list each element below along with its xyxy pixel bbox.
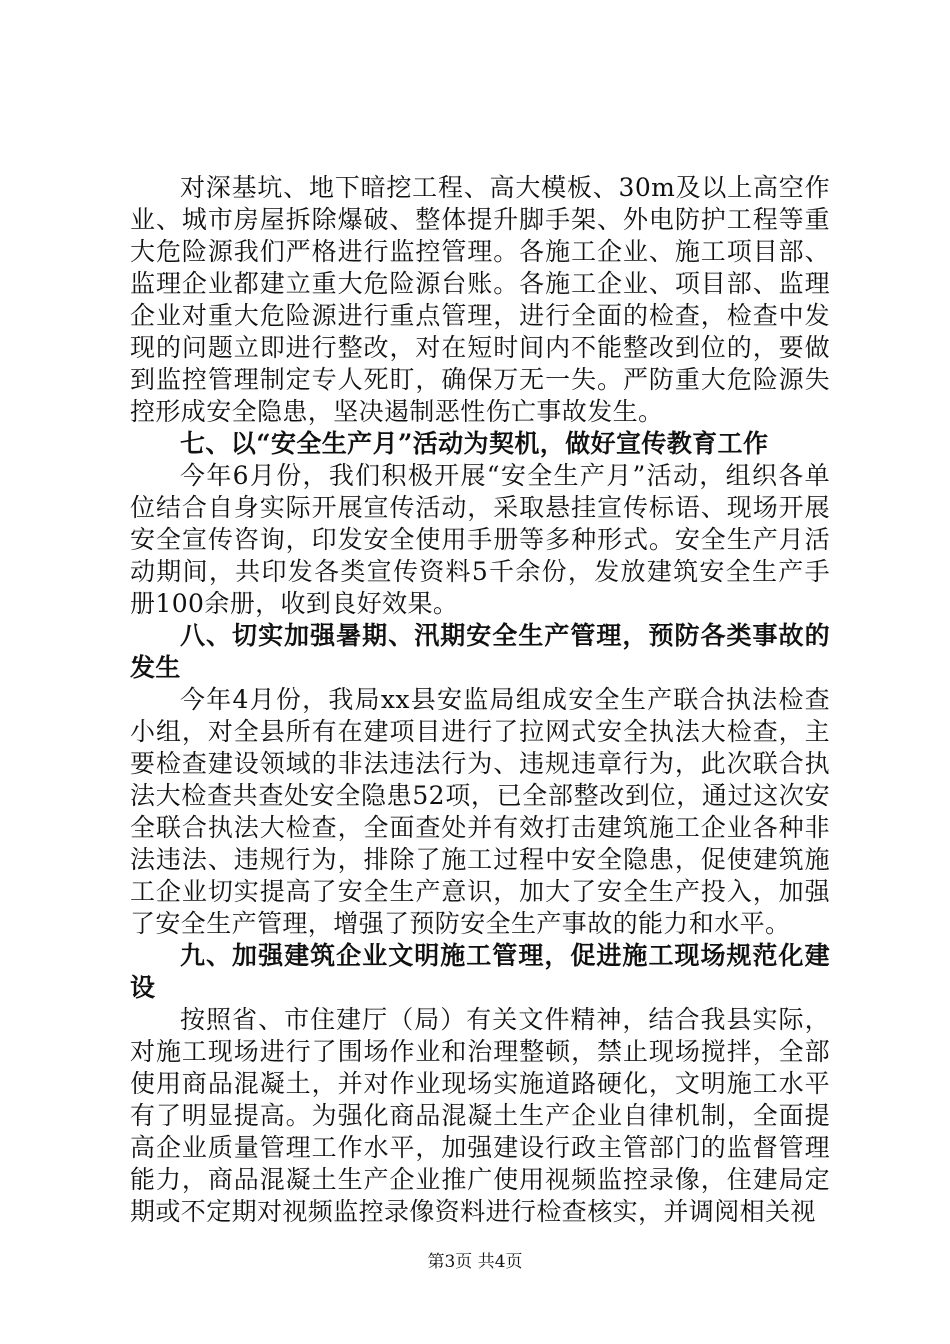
section-heading-9: 九、加强建筑企业文明施工管理，促进施工现场规范化建设: [130, 941, 830, 1002]
paragraph-hazard-control: 对深基坑、地下暗挖工程、高大模板、30m及以上高空作业、城市房屋拆除爆破、整体提升脚手架、外电防护工程等重大危险源我们严格进行监控管理。各施工企业、施工项目部、监理企业都建立重大危险源台账。各施工企业、项目部、监理企业对重大危险源进行重点管理，进行全面的检查，检查中发现的问题立即进行整改，对在短时间内不能整改到位的，要做到监控管理制定专人死盯，确保万无一失。严防重大危险源失控形成安全隐患，坚决遏制恶性伤亡事故发生。: [130, 173, 830, 426]
paragraph-safety-month: 今年6月份，我们积极开展“安全生产月”活动，组织各单位结合自身实际开展宣传活动，采取悬挂宣传标语、现场开展安全宣传咨询，印发安全使用手册等多种形式。安全生产月活动期间，共印发各类宣传资料5千余份，发放建筑安全生产手册100余册，收到良好效果。: [130, 461, 830, 618]
document-body: [130, 172, 830, 1228]
paragraph-civilized-construction: 按照省、市住建厅（局）有关文件精神，结合我县实际，对施工现场进行了围场作业和治理整顿，禁止现场搅拌，全部使用商品混凝土，并对作业现场实施道路硬化，文明施工水平有了明显提高。为强化商品混凝土生产企业自律机制，全面提高企业质量管理工作水平，加强建设行政主管部门的监督管理能力，商品混凝土生产企业推广使用视频监控录像，住建局定期或不定期对视频监控录像资料进行检查核实，并调阅相关视: [130, 1005, 830, 1226]
section-heading-7: 七、以“安全生产月”活动为契机，做好宣传教育工作: [180, 429, 769, 458]
section-heading-8: 八、切实加强暑期、汛期安全生产管理，预防各类事故的发生: [130, 621, 830, 682]
page-number-footer: 第3页 共4页: [427, 1252, 523, 1272]
paragraph-joint-inspection: 今年4月份，我局xx县安监局组成安全生产联合执法检查小组，对全县所有在建项目进行了拉网式安全执法大检查，主要检查建设领域的非法违法行为、违规违章行为，此次联合执法大检查共查处安全隐患52项，已全部整改到位，通过这次安全联合执法大检查，全面查处并有效打击建筑施工企业各种非法违法、违规行为，排除了施工过程中安全隐患，促使建筑施工企业切实提高了安全生产意识，加大了安全生产投入，加强了安全生产管理，增强了预防安全生产事故的能力和水平。: [130, 685, 830, 938]
